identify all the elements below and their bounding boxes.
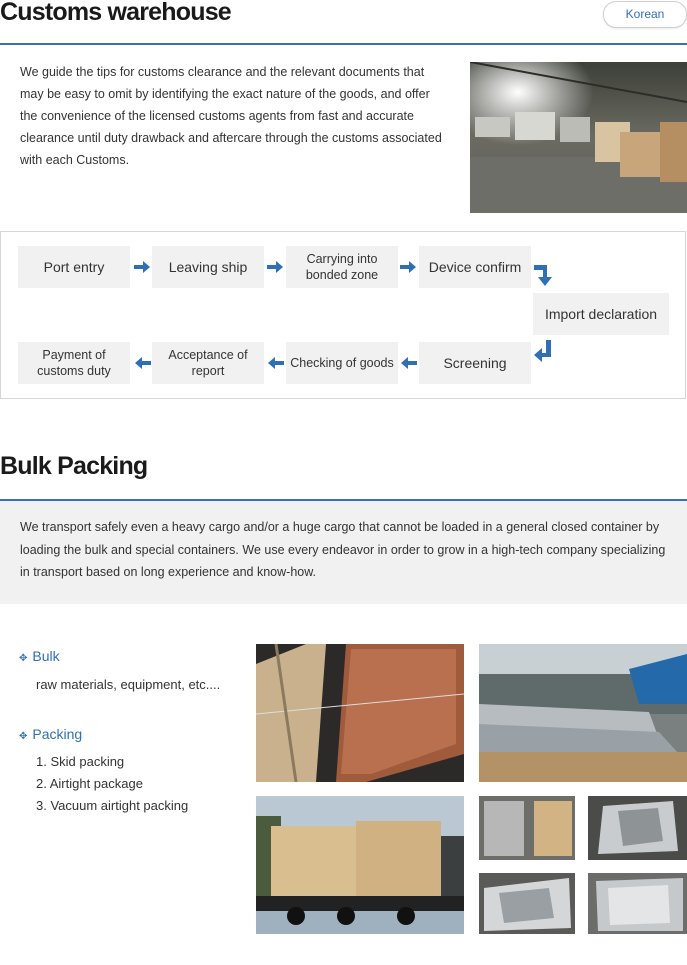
language-button[interactable]: Korean — [603, 1, 687, 28]
bulk-heading — [19, 648, 60, 664]
truck-crates-photo — [256, 796, 464, 934]
warehouse-photo — [470, 62, 687, 213]
arrow-turn-down-icon — [534, 265, 558, 294]
bulk-label: Bulk — [32, 648, 60, 664]
arrow-right-icon — [134, 260, 150, 278]
arrow-right-icon — [400, 260, 416, 278]
arrow-left-icon — [135, 356, 151, 374]
page-title: Customs warehouse — [0, 0, 231, 26]
bulk-subtext: raw materials, equipment, etc.... — [36, 677, 221, 692]
title-divider — [0, 43, 687, 45]
packing-label: Packing — [32, 726, 83, 742]
arrow-left-icon — [268, 356, 284, 374]
steel-pipes-photo — [479, 644, 687, 782]
step-leaving-ship: Leaving ship — [152, 246, 264, 288]
packing-item: 2. Airtight package — [36, 776, 143, 791]
step-port-entry: Port entry — [18, 246, 130, 288]
packing-item: 3. Vacuum airtight packing — [36, 798, 189, 813]
crate-photo — [256, 644, 464, 782]
step-acceptance-report: Acceptance of report — [152, 342, 264, 384]
step-device-confirm: Device confirm — [419, 246, 531, 288]
step-screening: Screening — [419, 342, 531, 384]
packing-heading — [19, 726, 82, 742]
airtight-package-photo-1 — [479, 796, 575, 860]
vacuum-package-photo-1 — [479, 873, 575, 934]
arrow-left-icon — [401, 356, 417, 374]
step-payment-customs-duty: Payment of customs duty — [18, 342, 130, 384]
vacuum-package-photo-2 — [588, 873, 687, 934]
arrow-turn-left-icon — [534, 340, 558, 369]
diamond-bullet-icon: ✥ — [19, 731, 28, 742]
bulk-description-box — [0, 501, 687, 604]
intro-text: We guide the tips for customs clearance and the relevant documents that may be easy to omit by identifying the exact nature of the goods, and offer the convenience of the licensed customs agents from fast and accurate clearance until duty drawback and aftercare through the customs associated with each Customs. — [20, 65, 442, 167]
diamond-bullet-icon: ✥ — [19, 653, 28, 664]
step-checking-goods: Checking of goods — [286, 342, 398, 384]
arrow-right-icon — [267, 260, 283, 278]
customs-process-flow — [0, 231, 686, 399]
section-title-bulk-packing: Bulk Packing — [0, 452, 148, 480]
bulk-description: We transport safely even a heavy cargo and/or a huge cargo that cannot be loaded in a general closed container by loading the bulk and special containers. We use every endeavor in order to grow in a high-tech company specializing in transport based on long experience and know-how. — [20, 520, 666, 579]
airtight-package-photo-2 — [588, 796, 687, 860]
step-carrying-bonded-zone: Carrying into bonded zone — [286, 246, 398, 288]
step-import-declaration: Import declaration — [533, 293, 669, 335]
packing-item: 1. Skid packing — [36, 754, 125, 769]
